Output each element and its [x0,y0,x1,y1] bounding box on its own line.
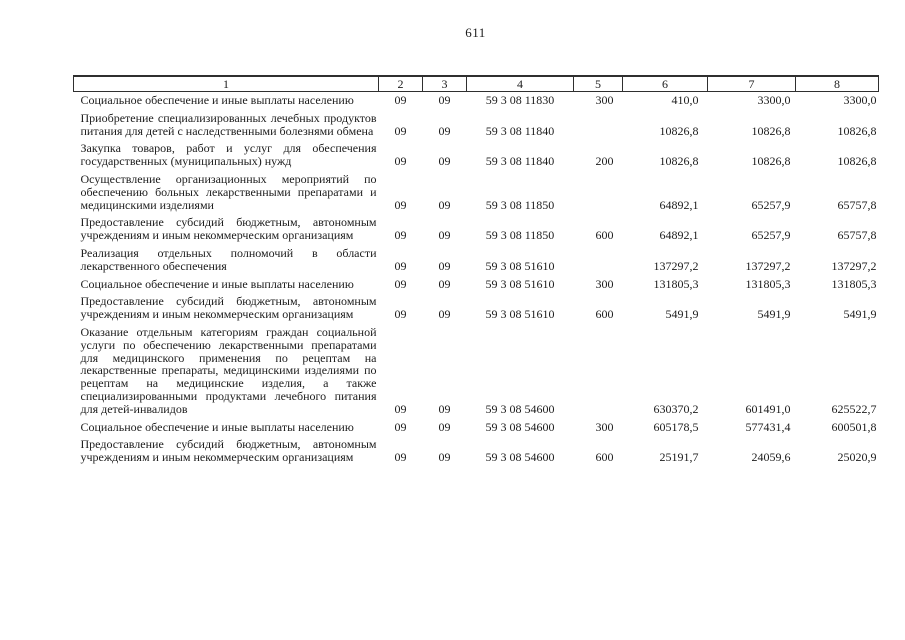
target-article-code-cell: 59 3 08 51610 [485,307,555,322]
amount-col8-cell: 10826,8 [837,154,877,169]
amount-col7-cell: 65257,9 [751,197,791,212]
target-article-code-cell: 59 3 08 54600 [485,419,555,434]
amount-col6-cell: 137297,2 [653,258,699,273]
table-row [74,321,879,416]
amount-col8-cell: 600501,8 [831,419,877,434]
amount-col6-cell: 5491,9 [665,307,699,322]
amount-col7-cell: 65257,9 [751,228,791,243]
row-description-cell: Социальное обеспечение и иные выплаты населению [80,419,354,434]
target-article-code-cell: 59 3 08 11850 [485,197,555,212]
amount-col6-cell: 605178,5 [653,419,699,434]
section-code-cell: 09 [394,307,407,322]
row-description-cell: Социальное обеспечение и иные выплаты населению [80,93,354,107]
row-description-cell: Реализация отдельных полномочий в области лекарственного обеспечения [80,245,377,273]
table-row [74,242,879,273]
amount-col6-cell: 10826,8 [659,154,699,169]
amount-col7-cell: 3300,0 [757,93,791,107]
subsection-code-cell: 09 [438,276,451,291]
table-row [74,137,879,168]
table-body [74,92,879,464]
target-article-code-cell: 59 3 08 54600 [485,401,555,416]
budget-table [73,75,879,464]
amount-col8-cell: 625522,7 [831,401,877,416]
table-row [74,290,879,321]
expense-type-code-cell: 600 [595,307,614,322]
amount-col7-cell: 131805,3 [745,276,791,291]
section-code-cell: 09 [394,228,407,243]
amount-col7-cell: 601491,0 [745,401,791,416]
section-code-cell: 09 [394,450,407,465]
column-header-8: 8 [796,76,879,92]
section-code-cell: 09 [394,258,407,273]
row-description-cell: Предоставление субсидий бюджетным, автономным учреждениям и иным некоммерческим организациям [80,437,377,465]
amount-col7-cell: 24059,6 [751,450,791,465]
target-article-code-cell: 59 3 08 11840 [485,123,555,138]
row-description-cell: Приобретение специализированных лечебных продуктов питания для детей с наследственными болезнями обмена [80,110,377,138]
section-code-cell: 09 [394,419,407,434]
amount-col7-cell: 5491,9 [757,307,791,322]
section-code-cell: 09 [394,93,407,107]
target-article-code-cell: 59 3 08 11830 [485,93,555,107]
target-article-code-cell: 59 3 08 11850 [485,228,555,243]
row-description-cell: Закупка товаров, работ и услуг для обеспечения государственных (муниципальных) нужд [80,141,377,169]
expense-type-code-cell: 300 [595,276,614,291]
amount-col6-cell: 10826,8 [659,123,699,138]
table-header-row [74,76,879,92]
expense-type-code-cell: 200 [595,154,614,169]
section-code-cell: 09 [394,123,407,138]
expense-type-code-cell [574,242,623,273]
subsection-code-cell: 09 [438,228,451,243]
subsection-code-cell: 09 [438,258,451,273]
amount-col6-cell: 131805,3 [653,276,699,291]
expense-type-code-cell: 300 [595,93,614,107]
subsection-code-cell: 09 [438,93,451,107]
column-header-7: 7 [708,76,796,92]
table-row [74,107,879,138]
target-article-code-cell: 59 3 08 51610 [485,258,555,273]
subsection-code-cell: 09 [438,419,451,434]
target-article-code-cell: 59 3 08 54600 [485,450,555,465]
expense-type-code-cell [574,107,623,138]
expense-type-code-cell: 600 [595,450,614,465]
row-description-cell: Социальное обеспечение и иные выплаты населению [80,276,354,291]
subsection-code-cell: 09 [438,123,451,138]
expense-type-code-cell: 300 [595,419,614,434]
section-code-cell: 09 [394,154,407,169]
subsection-code-cell: 09 [438,307,451,322]
column-header-3: 3 [423,76,467,92]
expense-type-code-cell [574,168,623,211]
row-description-cell: Осуществление организационных мероприятий по обеспечению больных лекарственными препаратами и медицинскими изделиями [80,171,377,212]
table-row [74,273,879,291]
column-header-4: 4 [467,76,574,92]
target-article-code-cell: 59 3 08 11840 [485,154,555,169]
table-row [74,168,879,211]
column-header-6: 6 [623,76,708,92]
table-row [74,211,879,242]
subsection-code-cell: 09 [438,401,451,416]
column-header-2: 2 [379,76,423,92]
table-row [74,416,879,434]
column-header-1: 1 [74,76,379,92]
subsection-code-cell: 09 [438,154,451,169]
amount-col8-cell: 65757,8 [837,228,877,243]
amount-col8-cell: 131805,3 [831,276,877,291]
amount-col6-cell: 64892,1 [659,228,699,243]
amount-col6-cell: 64892,1 [659,197,699,212]
section-code-cell: 09 [394,276,407,291]
amount-col8-cell: 25020,9 [837,450,877,465]
table-row [74,433,879,464]
table-row [74,92,879,107]
amount-col7-cell: 137297,2 [745,258,791,273]
section-code-cell: 09 [394,401,407,416]
amount-col6-cell: 630370,2 [653,401,699,416]
row-description-cell: Оказание отдельным категориям граждан социальной услуги по обеспечению лекарственными препаратами для медицинского применения по рецептам на лекарственные препараты, медицинскими изделиями по рецептам на медицинские изделия, а также специализированными продуктами лечебного питания для детей-инвалидов [80,324,377,416]
amount-col8-cell: 137297,2 [831,258,877,273]
amount-col7-cell: 577431,4 [745,419,791,434]
page-number: 611 [465,25,486,40]
amount-col8-cell: 5491,9 [843,307,877,322]
amount-col8-cell: 3300,0 [843,93,877,107]
row-description-cell: Предоставление субсидий бюджетным, автономным учреждениям и иным некоммерческим организациям [80,294,377,322]
amount-col7-cell: 10826,8 [751,123,791,138]
column-header-5: 5 [574,76,623,92]
subsection-code-cell: 09 [438,450,451,465]
amount-col8-cell: 65757,8 [837,197,877,212]
amount-col6-cell: 25191,7 [659,450,699,465]
expense-type-code-cell: 600 [595,228,614,243]
amount-col6-cell: 410,0 [671,93,699,107]
amount-col8-cell: 10826,8 [837,123,877,138]
subsection-code-cell: 09 [438,197,451,212]
target-article-code-cell: 59 3 08 51610 [485,276,555,291]
row-description-cell: Предоставление субсидий бюджетным, автономным учреждениям и иным некоммерческим организациям [80,215,377,243]
expense-type-code-cell [574,321,623,416]
section-code-cell: 09 [394,197,407,212]
amount-col7-cell: 10826,8 [751,154,791,169]
